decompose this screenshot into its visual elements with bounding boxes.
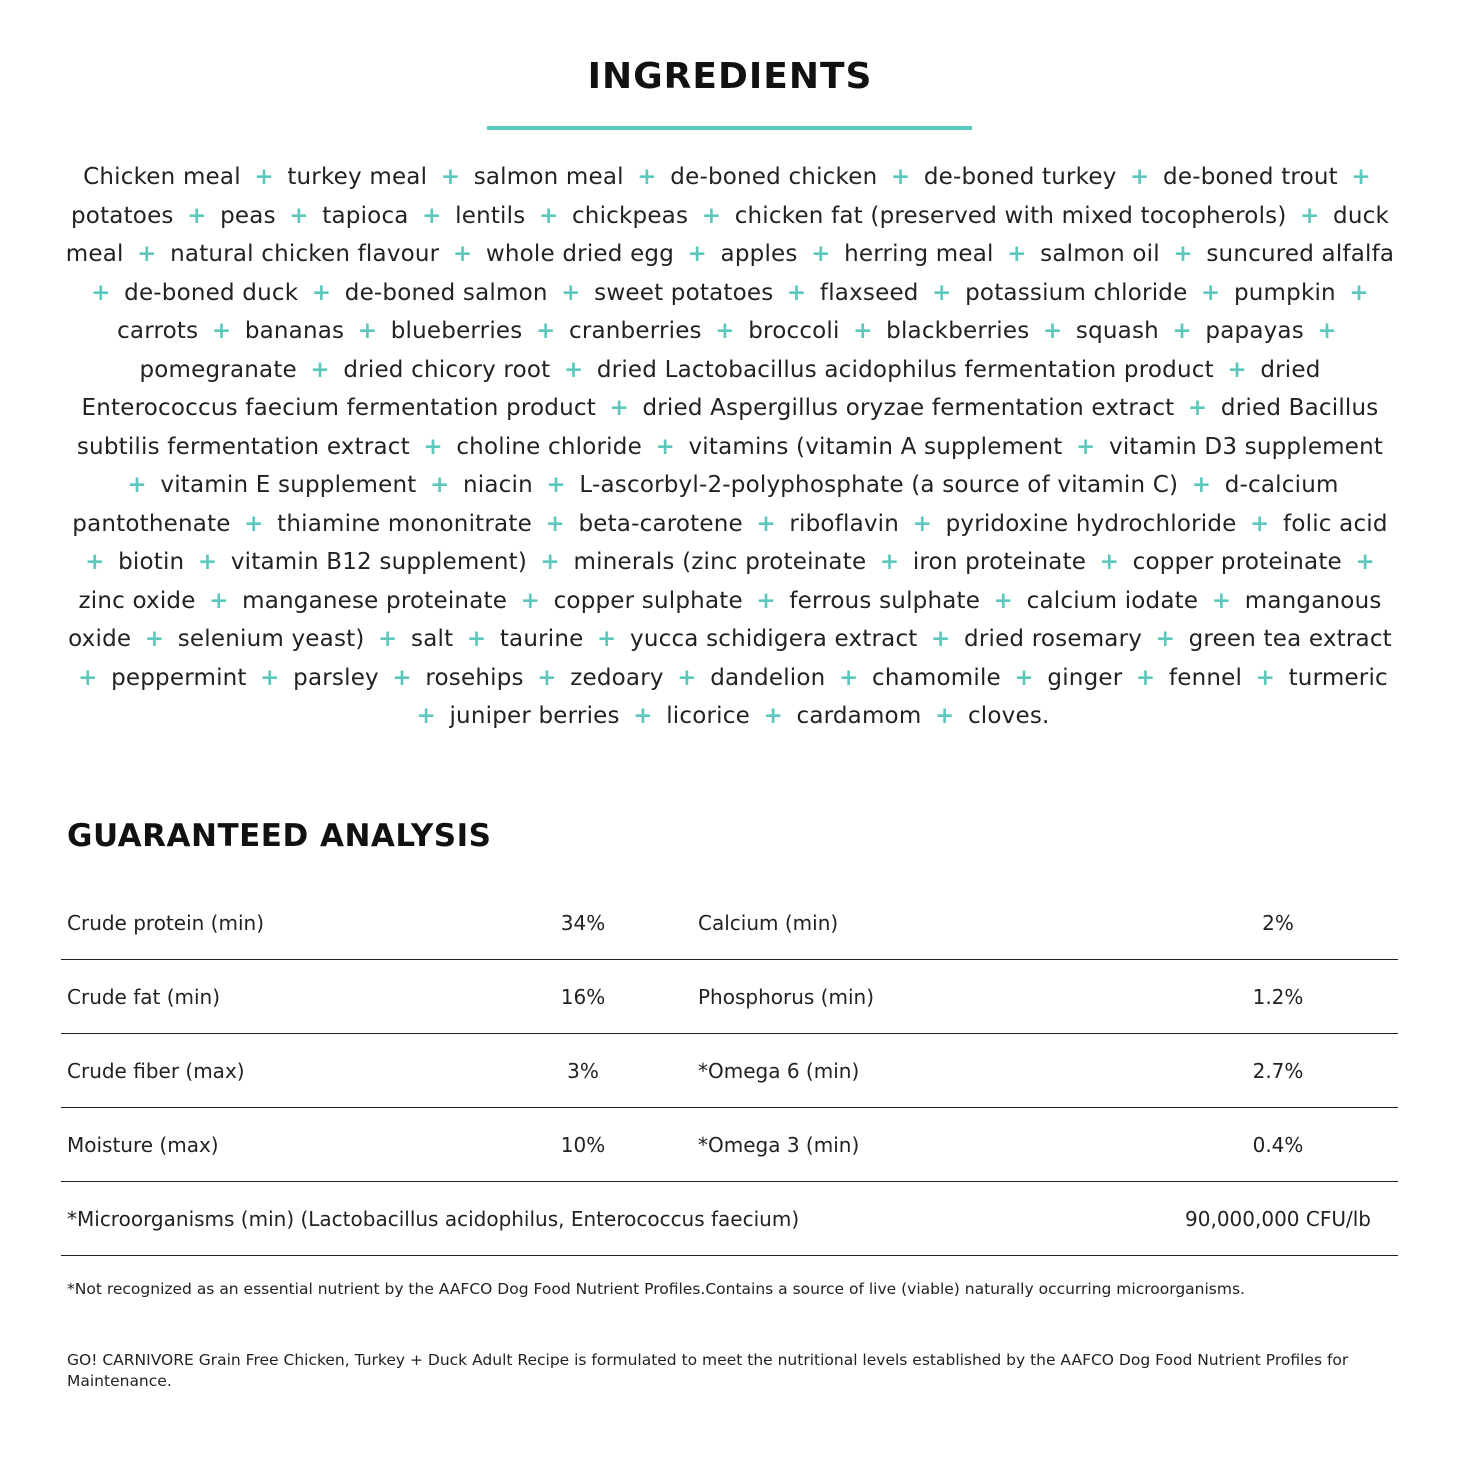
- nutrient-label: Crude fat (min): [61, 960, 480, 1034]
- plus-separator: +: [1317, 318, 1337, 344]
- ingredient-item: yucca schidigera extract: [630, 626, 918, 652]
- ingredient-item: licorice: [666, 703, 750, 729]
- ingredient-item: herring meal: [844, 241, 994, 267]
- ingredient-item: de-boned chicken: [670, 164, 878, 190]
- nutrient-label: Calcium (min): [686, 886, 1158, 960]
- ingredients-title: INGREDIENTS: [587, 56, 873, 97]
- ingredient-item: parsley: [293, 664, 379, 691]
- ingredient-item: cloves.: [967, 703, 1050, 729]
- ingredient-item: thiamine mononitrate: [277, 510, 532, 537]
- ingredient-item: dried Bacillus subtilis fermentation extract: [76, 395, 1379, 460]
- ingredient-item: cardamom: [796, 703, 922, 729]
- ingredient-item: fennel: [1168, 664, 1243, 691]
- ingredient-item: dried Enterococcus faecium fermentation product: [81, 356, 1321, 421]
- plus-separator: +: [677, 664, 697, 691]
- ingredient-item: biotin: [118, 549, 185, 575]
- ingredient-item: de-boned salmon: [344, 279, 548, 306]
- ingredient-item: green tea extract: [1188, 626, 1392, 652]
- plus-separator: +: [1250, 510, 1270, 537]
- plus-separator: +: [1172, 318, 1192, 344]
- ingredient-item: turmeric: [1288, 664, 1388, 691]
- ingredient-item: pyridoxine hydrochloride: [945, 510, 1237, 537]
- ingredient-item: de-boned trout: [1163, 164, 1338, 190]
- microorganisms-value: 90,000,000 CFU/lb: [1158, 1182, 1398, 1256]
- guaranteed-analysis-title: GUARANTEED ANALYSIS: [67, 818, 492, 854]
- nutrient-value: 0.4%: [1158, 1108, 1398, 1182]
- ingredient-item: chamomile: [871, 664, 1001, 691]
- ingredient-item: salmon oil: [1040, 241, 1160, 267]
- ingredient-item: salmon meal: [473, 164, 624, 190]
- plus-separator: +: [310, 356, 330, 383]
- plus-separator: +: [289, 202, 309, 229]
- ingredient-item: tapioca: [322, 202, 409, 229]
- plus-separator: +: [392, 664, 412, 691]
- plus-separator: +: [430, 472, 450, 498]
- plus-separator: +: [187, 202, 207, 229]
- plus-separator: +: [1227, 356, 1247, 383]
- ingredient-item: papayas: [1205, 318, 1304, 344]
- ingredient-item: sweet potatoes: [594, 279, 774, 306]
- ingredient-item: calcium iodate: [1026, 587, 1199, 614]
- plus-separator: +: [1355, 549, 1375, 575]
- ingredient-item: duck meal: [65, 202, 1389, 267]
- ingredient-item: bananas: [244, 318, 345, 344]
- plus-separator: +: [545, 510, 565, 537]
- ingredient-item: broccoli: [748, 318, 840, 344]
- ingredient-item: selenium yeast): [177, 626, 365, 652]
- plus-separator: +: [597, 626, 617, 652]
- plus-separator: +: [209, 587, 229, 614]
- plus-separator: +: [144, 626, 165, 652]
- ingredient-item: potassium chloride: [965, 279, 1188, 306]
- nutrient-value: 2.7%: [1158, 1034, 1398, 1108]
- ingredient-item: flaxseed: [819, 279, 919, 306]
- plus-separator: +: [701, 202, 722, 229]
- plus-separator: +: [1014, 664, 1034, 691]
- ingredient-item: cranberries: [568, 318, 702, 344]
- nutrient-value: 34%: [480, 886, 686, 960]
- table-row: [61, 1108, 1398, 1182]
- nutrient-value: 10%: [480, 1108, 686, 1182]
- ingredient-item: choline chloride: [456, 433, 642, 460]
- microorganisms-label: *Microorganisms (min) (Lactobacillus acidophilus, Enterococcus faecium): [61, 1182, 1158, 1256]
- plus-separator: +: [563, 356, 584, 383]
- ingredient-item: rosehips: [425, 664, 524, 691]
- plus-separator: +: [520, 587, 541, 614]
- nutrient-label: *Omega 6 (min): [686, 1034, 1158, 1108]
- guaranteed-analysis-table: [61, 886, 1398, 1256]
- plus-separator: +: [890, 164, 911, 190]
- plus-separator: +: [416, 703, 436, 729]
- plus-separator: +: [1211, 587, 1232, 614]
- plus-separator: +: [1300, 202, 1320, 229]
- ingredient-item: salt: [411, 626, 454, 652]
- ingredient-item: riboflavin: [789, 510, 900, 537]
- ingredient-item: dandelion: [710, 664, 826, 691]
- aafco-statement: GO! CARNIVORE Grain Free Chicken, Turkey + Duck Adult Recipe is formulated to meet the nutritional levels established by the AAFCO Dog Food Nutrient Profiles for Maintenance.: [67, 1351, 1349, 1390]
- ingredient-item: natural chicken flavour: [170, 241, 440, 267]
- plus-separator: +: [756, 510, 776, 537]
- plus-separator: +: [786, 279, 807, 306]
- plus-separator: +: [1351, 164, 1371, 190]
- plus-separator: +: [934, 703, 955, 729]
- plus-separator: +: [993, 587, 1014, 614]
- ingredient-item: dried rosemary: [964, 626, 1143, 652]
- ingredient-item: dried Aspergillus oryzae fermentation extract: [642, 395, 1175, 421]
- ingredient-item: iron proteinate: [912, 549, 1087, 575]
- nutrient-value: 3%: [480, 1034, 686, 1108]
- plus-separator: +: [763, 703, 783, 729]
- ingredient-item: copper sulphate: [553, 587, 743, 614]
- ingredient-item: chicken fat (preserved with mixed tocopherols): [734, 202, 1287, 229]
- ingredient-item: ginger: [1047, 664, 1123, 691]
- plus-separator: +: [1076, 433, 1096, 460]
- plus-separator: +: [137, 241, 157, 267]
- plus-separator: +: [440, 164, 461, 190]
- plus-separator: +: [91, 279, 111, 306]
- ingredient-item: ferrous sulphate: [789, 587, 981, 614]
- plus-separator: +: [1349, 279, 1369, 306]
- plus-separator: +: [637, 164, 657, 190]
- plus-separator: +: [932, 279, 952, 306]
- plus-separator: +: [633, 703, 653, 729]
- plus-separator: +: [254, 164, 274, 190]
- ingredient-item: suncured alfalfa: [1206, 241, 1395, 267]
- table-row: [61, 886, 1398, 960]
- ingredient-item: Chicken meal: [83, 164, 241, 190]
- ingredient-item: lentils: [455, 202, 526, 229]
- nutrient-label: *Omega 3 (min): [686, 1108, 1158, 1182]
- plus-separator: +: [537, 664, 557, 691]
- plus-separator: +: [311, 279, 332, 306]
- ingredient-item: copper proteinate: [1132, 549, 1342, 575]
- table-row: [61, 1034, 1398, 1108]
- ingredient-item: whole dried egg: [485, 241, 675, 267]
- title-underline: [487, 126, 972, 130]
- ingredient-item: apples: [720, 241, 798, 267]
- ingredient-item: zinc oxide: [78, 587, 196, 614]
- ingredient-item: juniper berries: [449, 703, 620, 729]
- ingredient-item: potatoes: [71, 202, 174, 229]
- ingredient-item: manganese proteinate: [242, 587, 508, 614]
- nutrient-label: Moisture (max): [61, 1108, 480, 1182]
- plus-separator: +: [1200, 279, 1221, 306]
- plus-separator: +: [1155, 626, 1176, 652]
- ingredient-item: vitamin B12 supplement): [230, 549, 528, 575]
- plus-separator: +: [422, 202, 442, 229]
- ingredient-item: beta-carotene: [578, 510, 743, 537]
- plus-separator: +: [197, 549, 218, 575]
- plus-separator: +: [452, 241, 473, 267]
- plus-separator: +: [260, 664, 280, 691]
- plus-separator: +: [211, 318, 232, 344]
- footnote: *Not recognized as an essential nutrient by the AAFCO Dog Food Nutrient Profiles.Contains a source of live (viable) naturally occurring microorganisms.: [67, 1280, 1245, 1298]
- plus-separator: +: [1173, 241, 1193, 267]
- plus-separator: +: [1007, 241, 1027, 267]
- plus-separator: +: [78, 664, 98, 691]
- plus-separator: +: [1099, 549, 1120, 575]
- plus-separator: +: [1255, 664, 1276, 691]
- plus-separator: +: [687, 241, 708, 267]
- ingredient-item: pomegranate: [139, 356, 297, 383]
- plus-separator: +: [853, 318, 873, 344]
- plus-separator: +: [1130, 164, 1150, 190]
- plus-separator: +: [127, 472, 147, 498]
- ingredient-item: minerals (zinc proteinate: [573, 549, 867, 575]
- ingredient-item: dried chicory root: [343, 356, 551, 383]
- ingredient-item: blueberries: [390, 318, 523, 344]
- ingredient-item: dried Lactobacillus acidophilus fermentation product: [596, 356, 1214, 383]
- ingredient-item: peas: [220, 202, 276, 229]
- plus-separator: +: [244, 510, 264, 537]
- plus-separator: +: [378, 626, 398, 652]
- nutrient-value: 16%: [480, 960, 686, 1034]
- plus-separator: +: [1191, 472, 1212, 498]
- plus-separator: +: [715, 318, 735, 344]
- plus-separator: +: [546, 472, 566, 498]
- table-row: [61, 960, 1398, 1034]
- ingredient-item: niacin: [463, 472, 533, 498]
- nutrient-label: Crude fiber (max): [61, 1034, 480, 1108]
- ingredient-item: chickpeas: [571, 202, 689, 229]
- plus-separator: +: [1135, 664, 1156, 691]
- ingredient-item: vitamin E supplement: [160, 472, 417, 498]
- ingredient-item: folic acid: [1283, 510, 1388, 537]
- plus-separator: +: [756, 587, 776, 614]
- plus-separator: +: [838, 664, 859, 691]
- plus-separator: +: [85, 549, 105, 575]
- ingredient-item: blackberries: [886, 318, 1030, 344]
- ingredient-item: carrots: [117, 318, 199, 344]
- ingredient-item: peppermint: [111, 664, 247, 691]
- ingredient-item: turkey meal: [287, 164, 428, 190]
- plus-separator: +: [931, 626, 951, 652]
- ingredients-list: [60, 158, 1400, 736]
- plus-separator: +: [912, 510, 933, 537]
- nutrient-label: Phosphorus (min): [686, 960, 1158, 1034]
- nutrient-label: Crude protein (min): [61, 886, 480, 960]
- ingredient-item: manganous oxide: [68, 587, 1382, 652]
- ingredient-item: squash: [1075, 318, 1159, 344]
- plus-separator: +: [535, 318, 556, 344]
- plus-separator: +: [811, 241, 831, 267]
- plus-separator: +: [466, 626, 487, 652]
- ingredient-item: zedoary: [570, 664, 664, 691]
- plus-separator: +: [561, 279, 581, 306]
- nutrient-value: 2%: [1158, 886, 1398, 960]
- nutrient-value: 1.2%: [1158, 960, 1398, 1034]
- ingredient-item: vitamins (vitamin A supplement: [688, 433, 1063, 460]
- ingredient-item: de-boned duck: [124, 279, 299, 306]
- plus-separator: +: [1042, 318, 1063, 344]
- plus-separator: +: [655, 433, 675, 460]
- plus-separator: +: [609, 395, 629, 421]
- ingredient-item: de-boned turkey: [923, 164, 1117, 190]
- plus-separator: +: [423, 433, 443, 460]
- plus-separator: +: [538, 202, 559, 229]
- ingredient-item: L-ascorbyl-2-polyphosphate (a source of vitamin C): [579, 472, 1179, 498]
- ingredient-item: vitamin D3 supplement: [1109, 433, 1384, 460]
- plus-separator: +: [879, 549, 900, 575]
- ingredient-item: pumpkin: [1233, 279, 1336, 306]
- plus-separator: +: [357, 318, 378, 344]
- table-row: [61, 1182, 1398, 1256]
- plus-separator: +: [1187, 395, 1208, 421]
- plus-separator: +: [540, 549, 561, 575]
- ingredient-item: d-calcium pantothenate: [72, 472, 1339, 537]
- ingredient-item: taurine: [499, 626, 584, 652]
